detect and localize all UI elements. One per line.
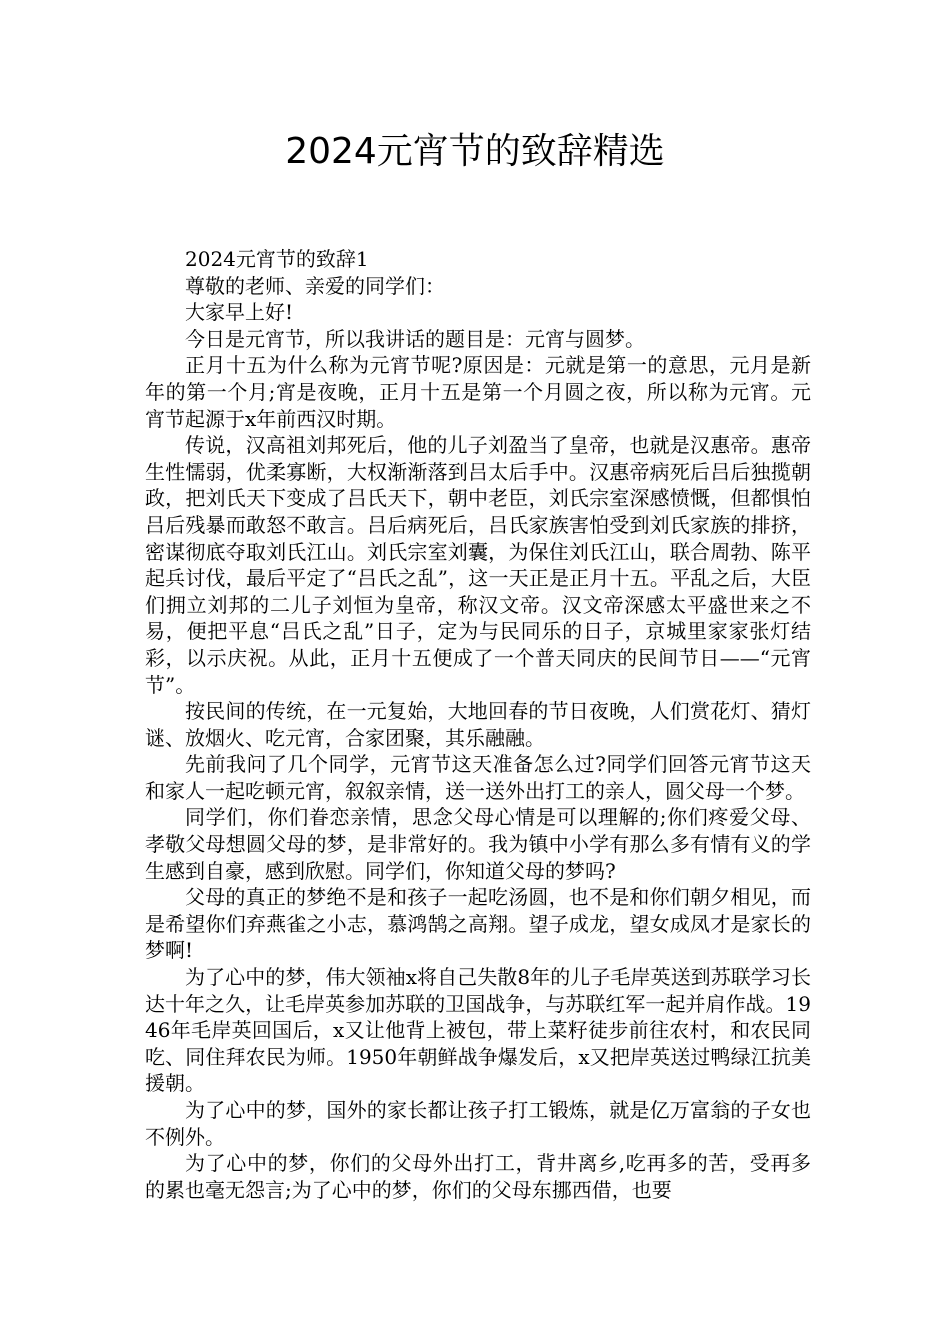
paragraph: 今日是元宵节，所以我讲话的题目是：元宵与圆梦。 [185,326,645,351]
paragraph: 为了心中的梦，伟大领袖x将自己失散8年的儿子毛岸英送到苏联学习长达十年之久，让毛岸英参加苏联的卫国战争，与苏联红军一起并肩作战。1946年毛岸英回国后，x又让他背上被包，带上菜籽徒步前往农村，和农民同吃、同住拜农民为师。1950年朝鲜战争爆发后，x又把岸英送过鸭绿江抗美援朝。 [145,965,811,1096]
paragraph: 按民间的传统，在一元复始，大地回春的节日夜晚，人们赏花灯、猜灯谜、放烟火、吃元宵，合家团聚，其乐融融。 [145,699,811,750]
document-title: 2024元宵节的致辞精选 [285,131,665,172]
paragraph: 为了心中的梦，你们的父母外出打工，背井离乡,吃再多的苦，受再多的累也毫无怨言;为了心中的梦，你们的父母东挪西借，也要 [145,1151,811,1202]
paragraph: 先前我问了几个同学，元宵节这天准备怎么过?同学们回答元宵节这天和家人一起吃顿元宵，叙叙亲情，送一送外出打工的亲人，圆父母一个梦。 [145,752,811,803]
section-heading: 2024元宵节的致辞1 [185,247,369,271]
document-body [145,246,811,1203]
paragraph: 为了心中的梦，国外的家长都让孩子打工锻炼，就是亿万富翁的子女也不例外。 [145,1098,811,1149]
paragraph: 传说，汉高祖刘邦死后，他的儿子刘盈当了皇帝，也就是汉惠帝。惠帝生性懦弱，优柔寡断，大权渐渐落到吕太后手中。汉惠帝病死后吕后独揽朝政，把刘氏天下变成了吕氏天下，朝中老臣，刘氏宗室深感愤慨，但都惧怕吕后残暴而敢怒不敢言。吕后病死后，吕氏家族害怕受到刘氏家族的排挤，密谋彻底夺取刘氏江山。刘氏宗室刘囊，为保住刘氏江山，联合周勃、陈平起兵讨伐，最后平定了“吕氏之乱”，这一天正是正月十五。平乱之后，大臣们拥立刘邦的二儿子刘恒为皇帝，称汉文帝。汉文帝深感太平盛世来之不易，便把平息“吕氏之乱”日子，定为与民同乐的日子，京城里家家张灯结彩，以示庆祝。从此，正月十五便成了一个普天同庆的民间节日——“元宵节”。 [145,433,811,697]
paragraph: 同学们，你们眷恋亲情，思念父母心情是可以理解的;你们疼爱父母、孝敬父母想圆父母的梦，是非常好的。我为镇中小学有那么多有情有义的学生感到自豪，感到欣慰。同学们，你知道父母的梦吗? [145,805,811,883]
paragraph: 父母的真正的梦绝不是和孩子一起吃汤圆，也不是和你们朝夕相见，而是希望你们弃燕雀之小志，慕鸿鹄之高翔。望子成龙，望女成凤才是家长的梦啊! [145,885,811,963]
paragraph: 正月十五为什么称为元宵节呢?原因是：元就是第一的意思，元月是新年的第一个月;宵是夜晚，正月十五是第一个月圆之夜，所以称为元宵。元宵节起源于x年前西汉时期。 [145,353,811,431]
salutation: 尊敬的老师、亲爱的同学们： [185,273,445,298]
greeting: 大家早上好! [185,300,294,325]
